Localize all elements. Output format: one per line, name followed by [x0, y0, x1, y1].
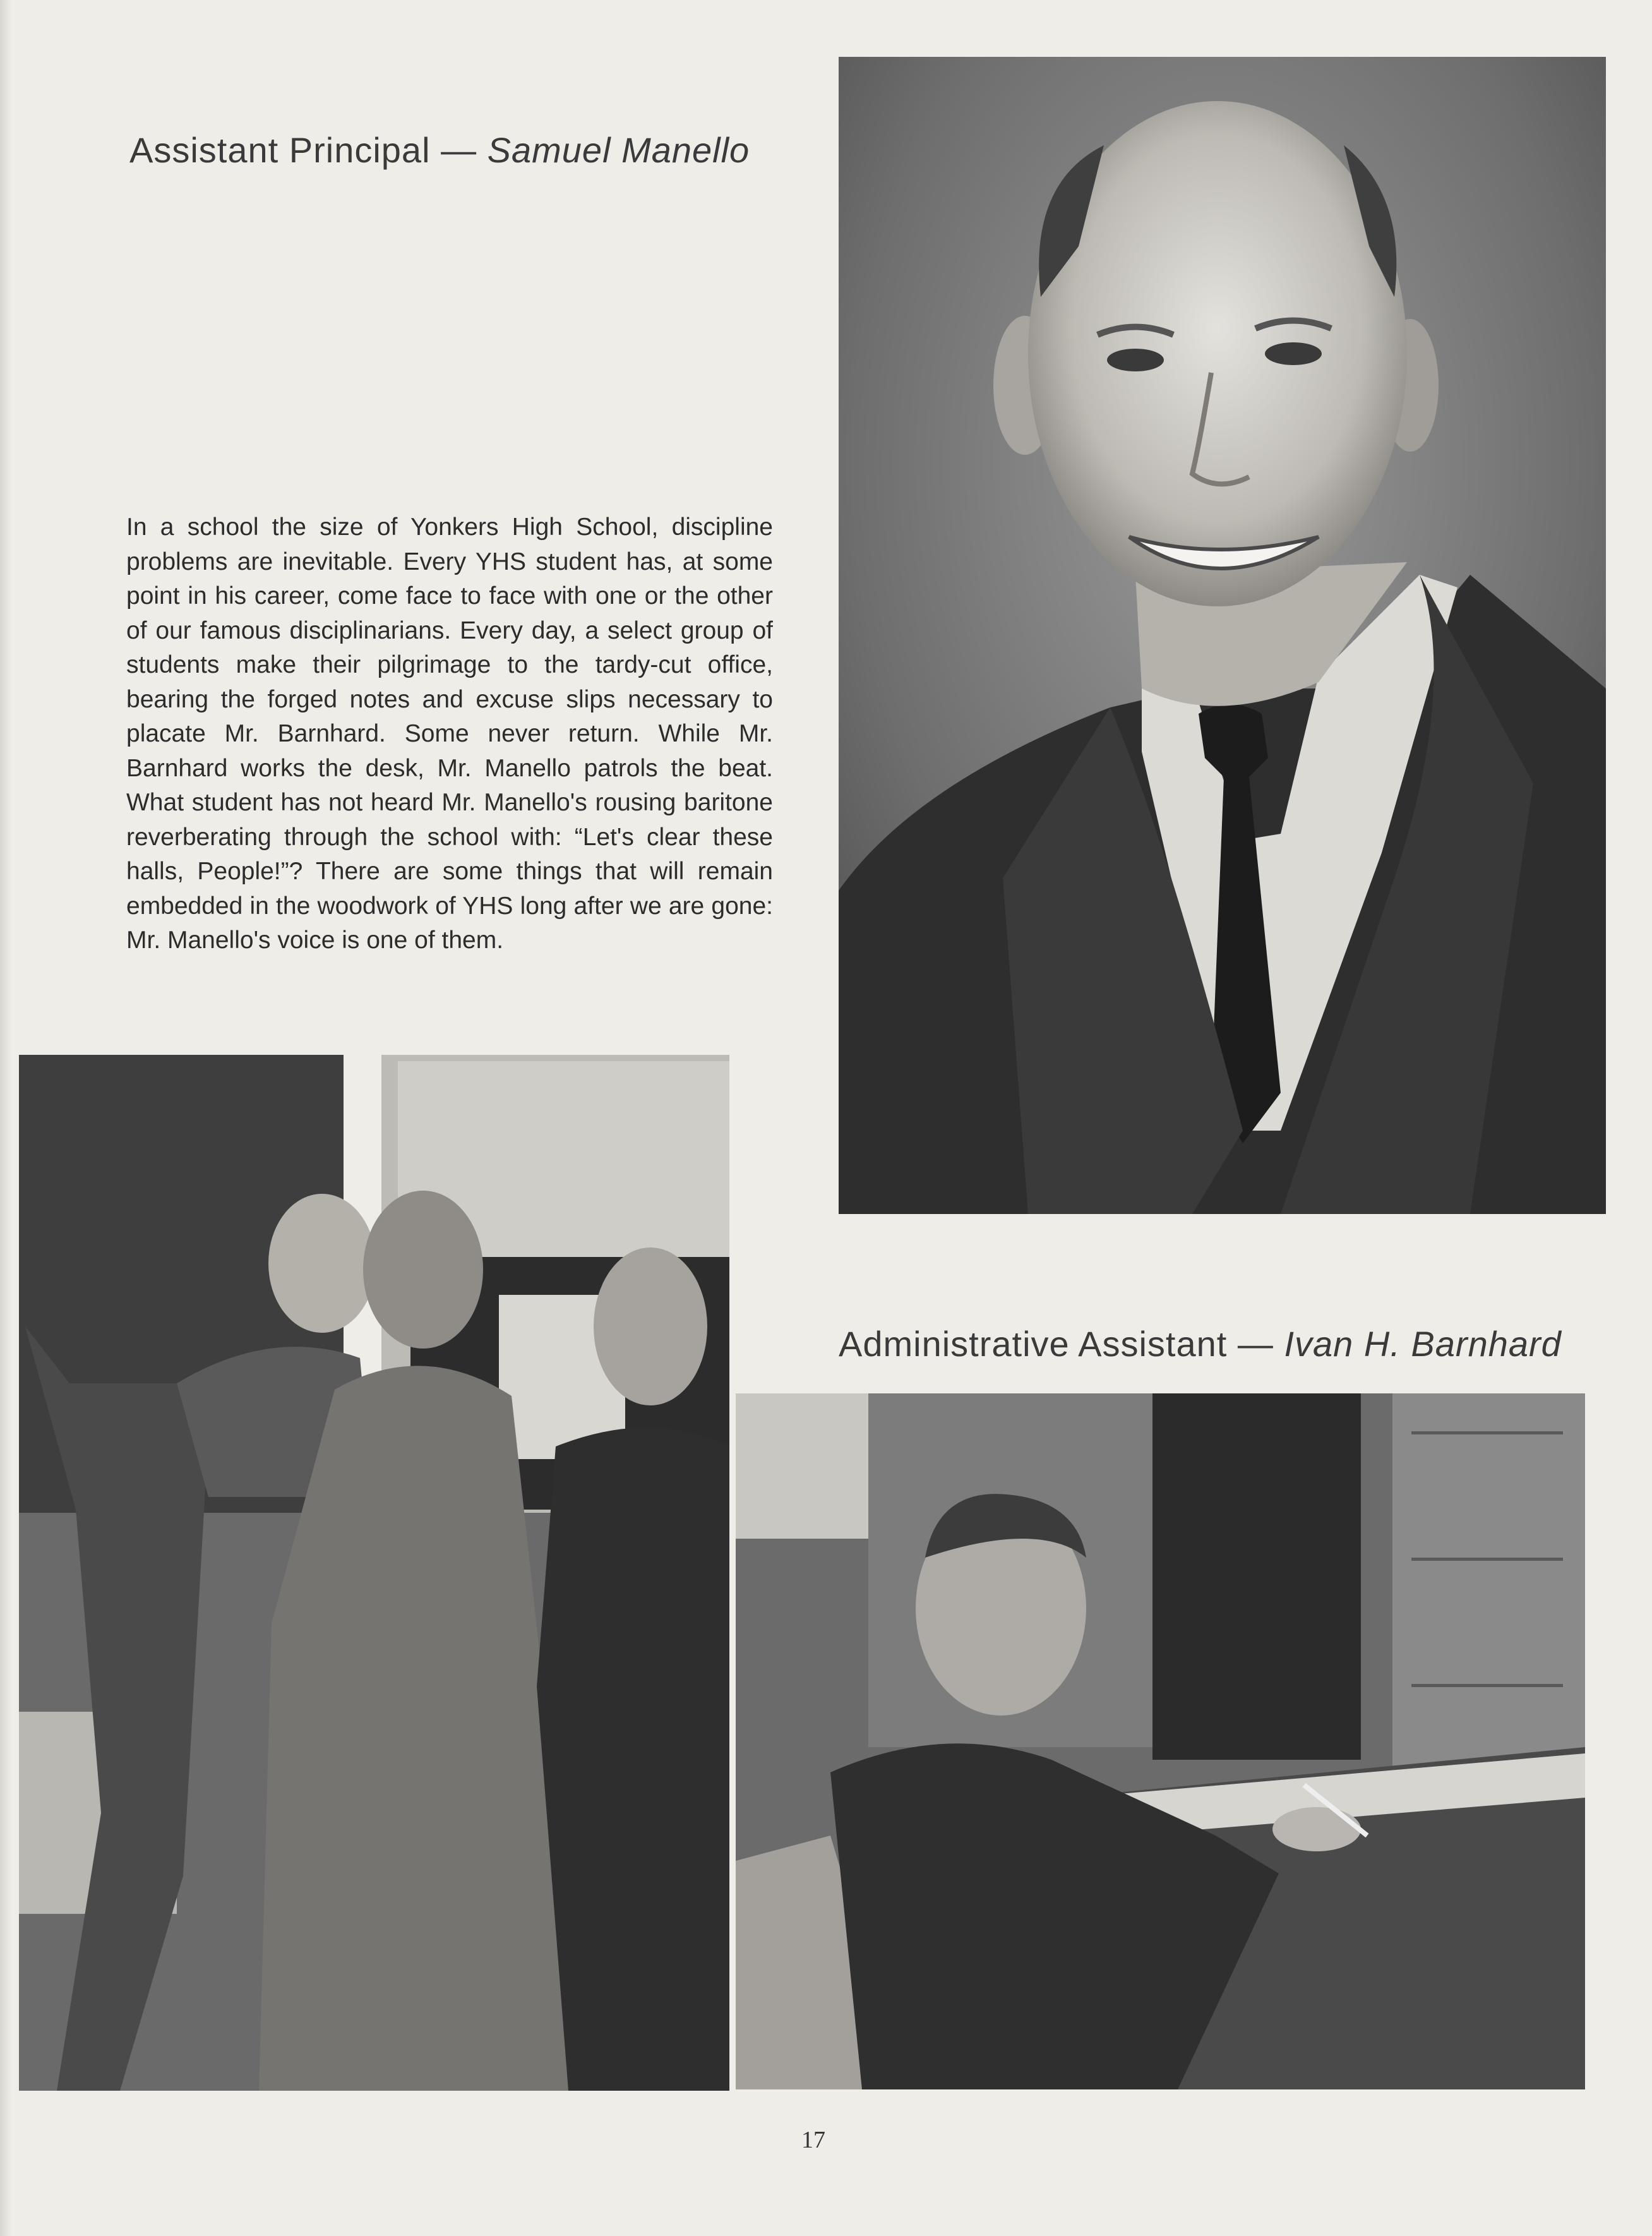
page-number: 17	[801, 2127, 825, 2153]
heading-assistant-principal	[129, 129, 750, 171]
hallway-photo	[19, 1055, 729, 2091]
heading-role: Administrative Assistant	[839, 1324, 1228, 1364]
desk-photo	[736, 1393, 1585, 2089]
heading-name: Ivan H. Barnhard	[1284, 1324, 1562, 1364]
heading-dash: —	[430, 130, 488, 170]
heading-role: Assistant Principal	[129, 130, 431, 170]
heading-dash: —	[1227, 1324, 1284, 1364]
portrait-photo	[839, 57, 1606, 1214]
page-binding-edge	[0, 0, 11, 2236]
article-body: In a school the size of Yonkers High School, discipline problems are inevitable. Every YHS student has, at some point in his career, come face to face with one or the other of our famous disciplinarians. Every day, a select group of students make their pilgrimage to the tardy-cut office, bearing the forged notes and excuse slips necessary to placate Mr. Barnhard. Some never return. While Mr. Barnhard works the desk, Mr. Manello patrols the beat. What student has not heard Mr. Manello's rousing baritone reverberating through the school with: “Let's clear these halls, People!”? There are some things that will remain embedded in the woodwork of YHS long after we are gone: Mr. Manello's voice is one of them.	[126, 514, 773, 954]
heading-name: Samuel Manello	[487, 130, 750, 170]
heading-administrative-assistant	[839, 1323, 1562, 1364]
